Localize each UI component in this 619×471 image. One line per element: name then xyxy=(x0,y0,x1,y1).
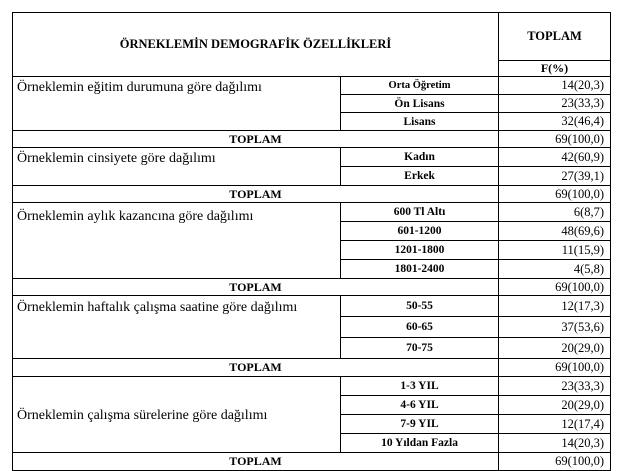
demographics-table xyxy=(12,12,611,471)
category-cell: Kadın xyxy=(341,148,499,167)
value-cell: 6(8,7) xyxy=(499,203,611,222)
header-row xyxy=(13,13,611,61)
group-label-gender: Örneklemin cinsiyete göre dağılımı xyxy=(13,148,341,186)
total-row xyxy=(13,186,611,203)
category-cell: 600 Tl Altı xyxy=(341,203,499,222)
value-cell: 48(69,6) xyxy=(499,222,611,241)
category-cell: 4-6 YIL xyxy=(341,396,499,415)
total-value: 69(100,0) xyxy=(499,186,611,203)
table-row xyxy=(13,203,611,222)
category-cell: Erkek xyxy=(341,167,499,186)
total-label: TOPLAM xyxy=(13,279,499,296)
value-cell: 37(53,6) xyxy=(499,317,611,338)
category-cell: 7-9 YIL xyxy=(341,415,499,434)
table-title: ÖRNEKLEMİN DEMOGRAFİK ÖZELLİKLERİ xyxy=(13,13,499,77)
group-label-income: Örneklemin aylık kazancına göre dağılımı xyxy=(13,203,341,279)
total-row xyxy=(13,453,611,471)
group-label-tenure: Örneklemin çalışma sürelerine göre dağılımı xyxy=(13,377,341,453)
value-cell: 23(33,3) xyxy=(499,377,611,396)
group-label-education: Örneklemin eğitim durumuna göre dağılımı xyxy=(13,77,341,131)
freq-column-header: F(%) xyxy=(499,61,611,77)
table-row xyxy=(13,77,611,95)
value-cell: 12(17,4) xyxy=(499,415,611,434)
total-label: TOPLAM xyxy=(13,186,499,203)
total-label: TOPLAM xyxy=(13,131,499,148)
value-cell: 20(29,0) xyxy=(499,396,611,415)
value-cell: 27(39,1) xyxy=(499,167,611,186)
category-cell: Lisans xyxy=(341,113,499,131)
total-value: 69(100,0) xyxy=(499,131,611,148)
total-value: 69(100,0) xyxy=(499,359,611,377)
category-cell: 1201-1800 xyxy=(341,241,499,260)
total-value: 69(100,0) xyxy=(499,453,611,471)
table-row xyxy=(13,377,611,396)
total-label: TOPLAM xyxy=(13,359,499,377)
total-row xyxy=(13,279,611,296)
category-cell: Orta Öğretim xyxy=(341,77,499,95)
table-row xyxy=(13,148,611,167)
category-cell: Ön Lisans xyxy=(341,95,499,113)
category-cell: 601-1200 xyxy=(341,222,499,241)
category-cell: 1-3 YIL xyxy=(341,377,499,396)
total-row xyxy=(13,359,611,377)
value-cell: 4(5,8) xyxy=(499,260,611,279)
value-cell: 14(20,3) xyxy=(499,434,611,453)
value-cell: 32(46,4) xyxy=(499,113,611,131)
value-cell: 12(17,3) xyxy=(499,296,611,317)
value-cell: 20(29,0) xyxy=(499,338,611,359)
total-row xyxy=(13,131,611,148)
value-cell: 14(20,3) xyxy=(499,77,611,95)
category-cell: 50-55 xyxy=(341,296,499,317)
total-column-header: TOPLAM xyxy=(499,13,611,61)
table-row xyxy=(13,296,611,317)
category-cell: 10 Yıldan Fazla xyxy=(341,434,499,453)
value-cell: 11(15,9) xyxy=(499,241,611,260)
total-value: 69(100,0) xyxy=(499,279,611,296)
category-cell: 70-75 xyxy=(341,338,499,359)
group-label-weekly-hours: Örneklemin haftalık çalışma saatine göre dağılımı xyxy=(13,296,341,359)
value-cell: 23(33,3) xyxy=(499,95,611,113)
category-cell: 60-65 xyxy=(341,317,499,338)
total-label: TOPLAM xyxy=(13,453,499,471)
value-cell: 42(60,9) xyxy=(499,148,611,167)
category-cell: 1801-2400 xyxy=(341,260,499,279)
